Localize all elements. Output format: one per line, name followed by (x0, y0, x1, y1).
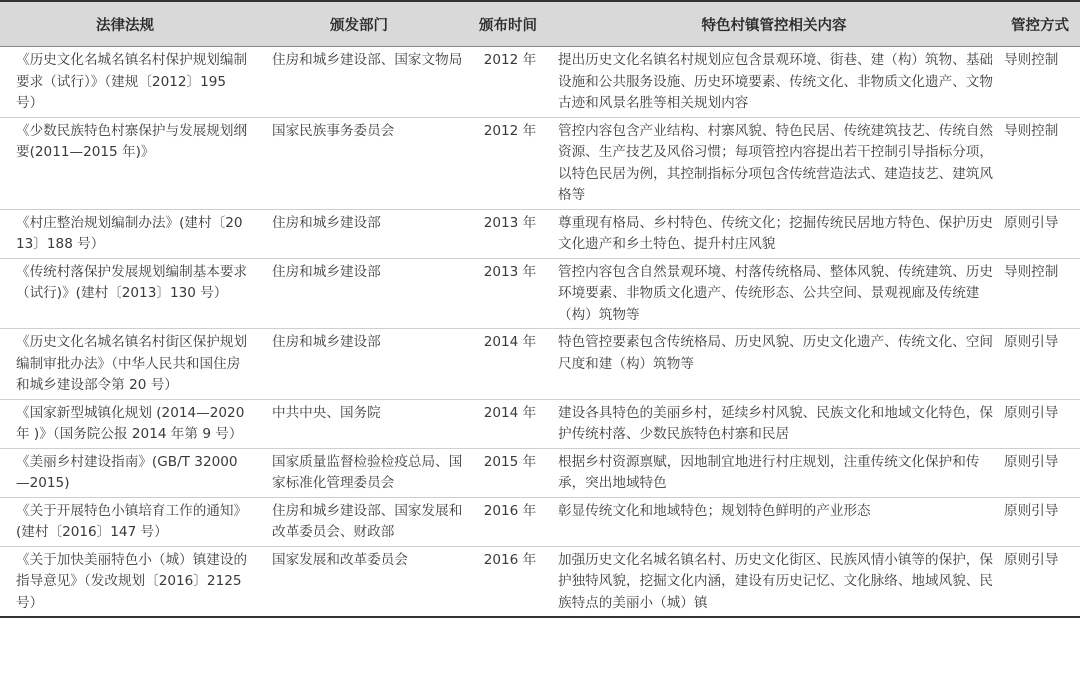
table-row (0, 117, 1080, 209)
cell-method: 原则引导 (1000, 497, 1080, 546)
cell-method: 导则控制 (1000, 117, 1080, 209)
table-row (0, 448, 1080, 497)
cell-department: 住房和城乡建设部、国家发展和改革委员会、财政部 (250, 497, 468, 546)
cell-content: 提出历史文化名镇名村规划应包含景观环境、街巷、建（构）筑物、基础设施和公共服务设施、历史环境要素、传统文化、非物质文化遗产、文物古迹和风景名胜等相关规划内容 (548, 47, 1000, 118)
table-row (0, 329, 1080, 400)
header-department: 颁发部门 (250, 1, 468, 47)
cell-content: 特色管控要素包含传统格局、历史风貌、历史文化遗产、传统文化、空间尺度和建（构）筑物等 (548, 329, 1000, 400)
cell-year: 2013 年 (468, 258, 548, 329)
cell-law: 《关于加快美丽特色小（城）镇建设的指导意见》（发改规划〔2016〕2125 号） (0, 546, 250, 617)
cell-department: 国家民族事务委员会 (250, 117, 468, 209)
cell-department: 住房和城乡建设部 (250, 258, 468, 329)
cell-content: 管控内容包含产业结构、村寨风貌、特色民居、传统建筑技艺、传统自然资源、生产技艺及风俗习惯；每项管控内容提出若干控制引导指标分项，以特色民居为例，其控制指标分项包含传统营造法式、建造技艺、建筑风格等 (548, 117, 1000, 209)
cell-department: 国家发展和改革委员会 (250, 546, 468, 617)
table-row (0, 209, 1080, 258)
cell-year: 2013 年 (468, 209, 548, 258)
cell-law: 《关于开展特色小镇培育工作的通知》(建村〔2016〕147 号） (0, 497, 250, 546)
cell-year: 2012 年 (468, 47, 548, 118)
cell-law: 《传统村落保护发展规划编制基本要求（试行)》(建村〔2013〕130 号） (0, 258, 250, 329)
table-row (0, 546, 1080, 617)
table-row (0, 258, 1080, 329)
cell-department: 国家质量监督检验检疫总局、国家标准化管理委员会 (250, 448, 468, 497)
cell-method: 原则引导 (1000, 546, 1080, 617)
cell-year: 2016 年 (468, 546, 548, 617)
cell-method: 原则引导 (1000, 399, 1080, 448)
cell-department: 住房和城乡建设部、国家文物局 (250, 47, 468, 118)
cell-content: 根据乡村资源禀赋，因地制宜地进行村庄规划，注重传统文化保护和传承，突出地域特色 (548, 448, 1000, 497)
header-year: 颁布时间 (468, 1, 548, 47)
cell-law: 《国家新型城镇化规划 (2014—2020 年 )》（国务院公报 2014 年第 9 号） (0, 399, 250, 448)
table-row (0, 399, 1080, 448)
cell-department: 住房和城乡建设部 (250, 329, 468, 400)
cell-law: 《历史文化名城名镇名村保护规划编制要求（试行）》（建规〔2012〕195 号） (0, 47, 250, 118)
table-row (0, 497, 1080, 546)
cell-law: 《美丽乡村建设指南》(GB/T 32000—2015) (0, 448, 250, 497)
cell-content: 彰显传统文化和地域特色；规划特色鲜明的产业形态 (548, 497, 1000, 546)
cell-law: 《历史文化名城名镇名村街区保护规划编制审批办法》（中华人民共和国住房和城乡建设部令第 20 号） (0, 329, 250, 400)
header-content: 特色村镇管控相关内容 (548, 1, 1000, 47)
header-method: 管控方式 (1000, 1, 1080, 47)
cell-content: 管控内容包含自然景观环境、村落传统格局、整体风貌、传统建筑、历史环境要素、非物质文化遗产、传统形态、公共空间、景观视廊及传统建（构）筑物等 (548, 258, 1000, 329)
cell-law: 《少数民族特色村寨保护与发展规划纲要(2011—2015 年)》 (0, 117, 250, 209)
cell-method: 原则引导 (1000, 448, 1080, 497)
cell-year: 2014 年 (468, 399, 548, 448)
cell-content: 尊重现有格局、乡村特色、传统文化；挖掘传统民居地方特色、保护历史文化遗产和乡土特色、提升村庄风貌 (548, 209, 1000, 258)
cell-year: 2014 年 (468, 329, 548, 400)
cell-law: 《村庄整治规划编制办法》(建村〔2013〕188 号） (0, 209, 250, 258)
cell-method: 原则引导 (1000, 209, 1080, 258)
cell-year: 2012 年 (468, 117, 548, 209)
header-law: 法律法规 (0, 1, 250, 47)
cell-department: 中共中央、国务院 (250, 399, 468, 448)
cell-year: 2015 年 (468, 448, 548, 497)
cell-method: 原则引导 (1000, 329, 1080, 400)
table-header-row (0, 1, 1080, 47)
cell-content: 建设各具特色的美丽乡村，延续乡村风貌、民族文化和地域文化特色，保护传统村落、少数民族特色村寨和民居 (548, 399, 1000, 448)
cell-year: 2016 年 (468, 497, 548, 546)
cell-content: 加强历史文化名城名镇名村、历史文化街区、民族风情小镇等的保护，保护独特风貌，挖掘文化内涵，建设有历史记忆、文化脉络、地域风貌、民族特点的美丽小（城）镇 (548, 546, 1000, 617)
cell-method: 导则控制 (1000, 47, 1080, 118)
cell-department: 住房和城乡建设部 (250, 209, 468, 258)
table-row (0, 47, 1080, 118)
cell-method: 导则控制 (1000, 258, 1080, 329)
